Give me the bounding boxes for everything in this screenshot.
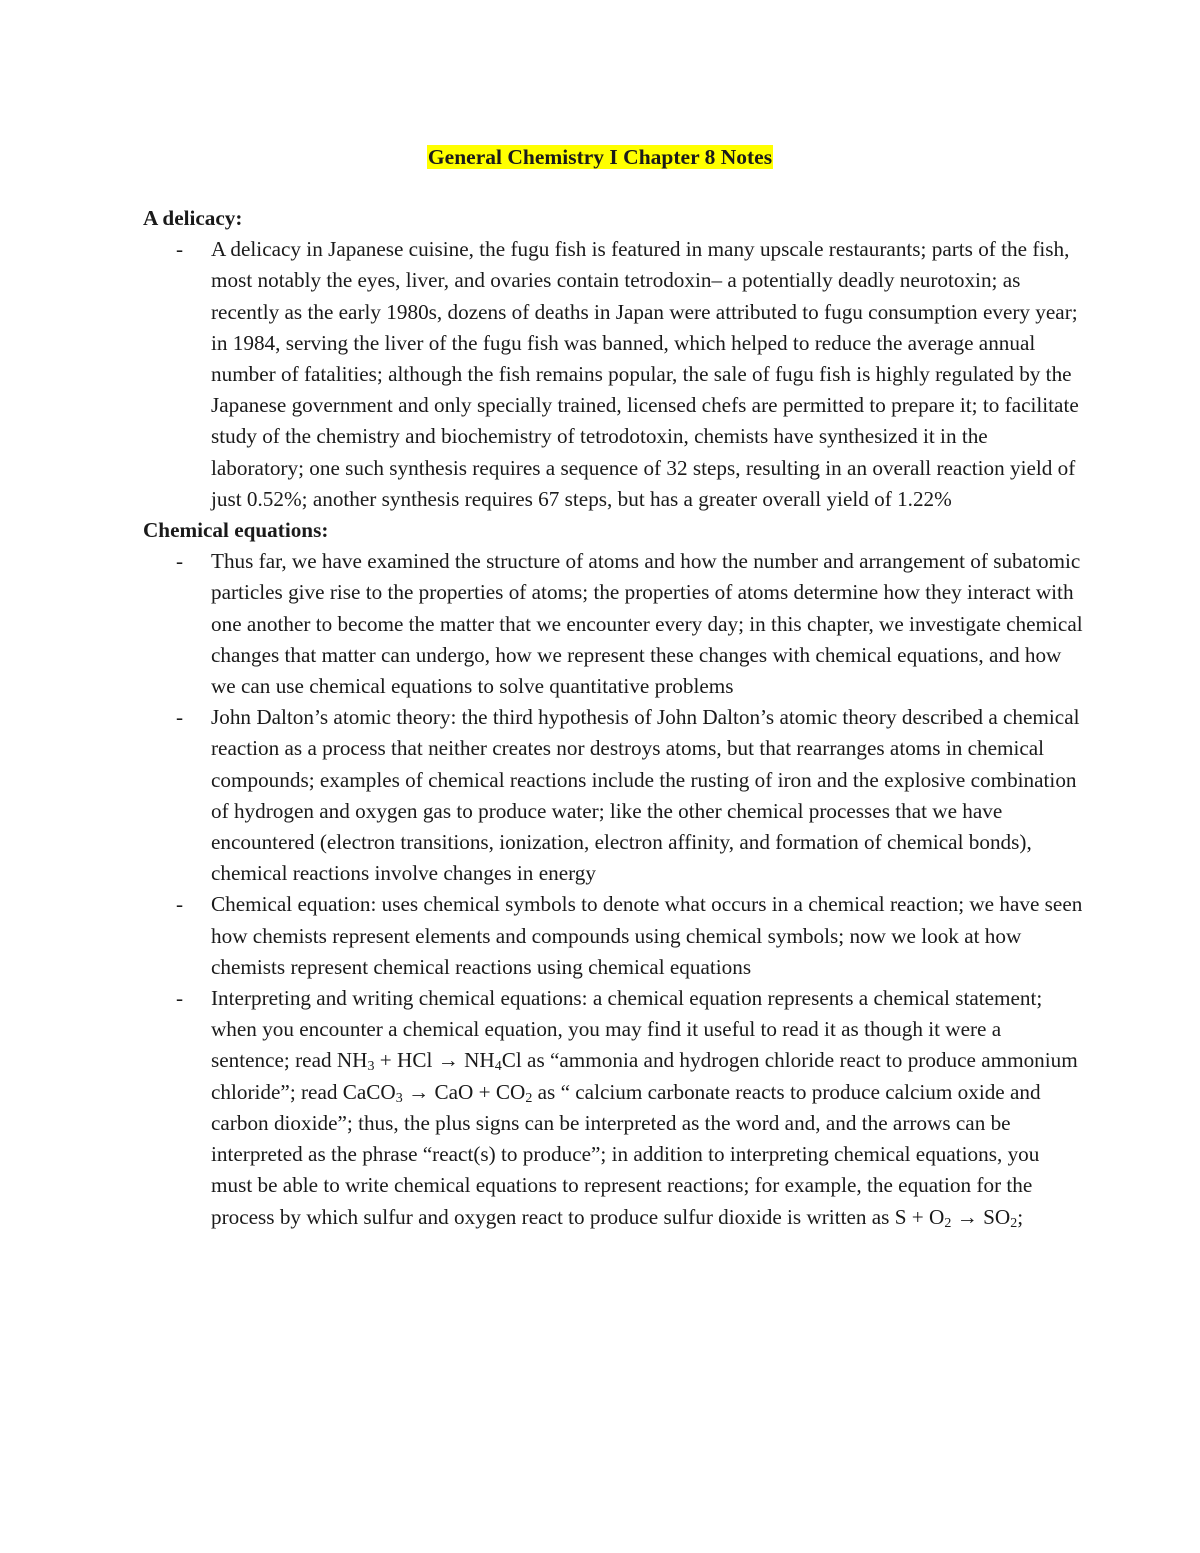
bullet-dash: - — [176, 892, 184, 917]
notes-body — [143, 203, 1083, 1233]
bullet-text — [211, 986, 1078, 1231]
bullet-text: Chemical equation: uses chemical symbols to denote what occurs in a chemical reaction; we have seen how chemists represent elements and compounds using chemical symbols; now we look at how chemists represent chemical reactions using chemical equations — [211, 892, 1083, 979]
list-item-formulas — [143, 983, 1083, 1233]
bullet-text: A delicacy in Japanese cuisine, the fugu fish is featured in many upscale restaurants; parts of the fish, most notably the eyes, liver, and ovaries contain tetrodoxin– a potentially deadly neurotoxin; as recently as the early 1980s, dozens of deaths in Japan were attributed to fugu consumption every year; in 1984, serving the liver of the fugu fish was banned, which helped to reduce the average annual number of fatalities; although the fish remains popular, the sale of fugu fish is highly regulated by the Japanese government and only specially trained, licensed chefs are permitted to prepare it; to facilitate study of the chemistry and biochemistry of tetrodotoxin, chemists have synthesized it in the laboratory; one such synthesis requires a sequence of 32 steps, resulting in an overall reaction yield of just 0.52%; another synthesis requires 67 steps, but has a greater overall yield of 1.22% — [211, 237, 1079, 511]
list-item — [143, 234, 1083, 515]
list-item — [143, 889, 1083, 983]
text-run: → CaO + CO — [402, 1079, 526, 1104]
title-highlight: General Chemistry I Chapter 8 Notes — [427, 145, 773, 169]
subscript: 3 — [367, 1059, 375, 1075]
bullet-dash: - — [176, 549, 184, 574]
bullet-list-delicacy — [143, 234, 1083, 515]
subscript: 2 — [525, 1090, 533, 1106]
text-run: as “ calcium carbonate reacts to produce calcium oxide and carbon dioxide”; thus, the plus signs can be interpreted as the word and, and the arrows can be interpreted as the phrase “react(s) to produce”; in addition to interpreting chemical equations, you must be able to write chemical equations to represent reactions; for example, the equation for the process by which sulfur and oxygen react to produce sulfur dioxide is written as S + O — [211, 1079, 1041, 1229]
text-run: Cl as “ammonia and hydrogen chloride react to produce ammonium chloride”; read CaCO — [211, 1048, 1078, 1104]
bullet-dash: - — [176, 237, 184, 262]
section-heading-chemical-equations: Chemical equations: — [143, 518, 329, 543]
text-run: ; — [1017, 1204, 1024, 1229]
text-run: + HCl → NH — [374, 1048, 495, 1073]
section-heading-delicacy: A delicacy: — [143, 206, 243, 230]
bullet-list-chemical-equations — [143, 546, 1083, 1232]
bullet-text: Thus far, we have examined the structure of atoms and how the number and arrangement of subatomic particles give rise to the properties of atoms; the properties of atoms determine how they interact with one another to become the matter that we encounter every day; in this chapter, we investigate chemical changes that matter can undergo, how we represent these changes with chemical equations, and how we can use chemical equations to solve quantitative problems — [211, 549, 1083, 699]
list-item — [143, 546, 1083, 702]
bullet-dash: - — [176, 986, 184, 1011]
list-item — [143, 702, 1083, 889]
text-run: → SO — [951, 1204, 1011, 1229]
subscript: 4 — [494, 1059, 502, 1075]
bullet-dash: - — [176, 705, 184, 730]
text-run: Interpreting and writing chemical equations: a chemical equation represents a chemical statement; when you encounter a chemical equation, you may find it useful to read it as though it were a sentence; read NH — [211, 986, 1043, 1073]
subscript: 3 — [395, 1090, 403, 1106]
page-title — [0, 141, 1200, 173]
bullet-text: John Dalton’s atomic theory: the third hypothesis of John Dalton’s atomic theory described a chemical reaction as a process that neither creates nor destroys atoms, but that rearranges atoms in chemical compounds; examples of chemical reactions include the rusting of iron and the explosive combination of hydrogen and oxygen gas to produce water; like the other chemical processes that we have encountered (electron transitions, ionization, electron affinity, and formation of chemical bonds), chemical reactions involve changes in energy — [211, 705, 1080, 886]
subscript: 2 — [944, 1215, 952, 1231]
subscript: 2 — [1010, 1215, 1018, 1231]
